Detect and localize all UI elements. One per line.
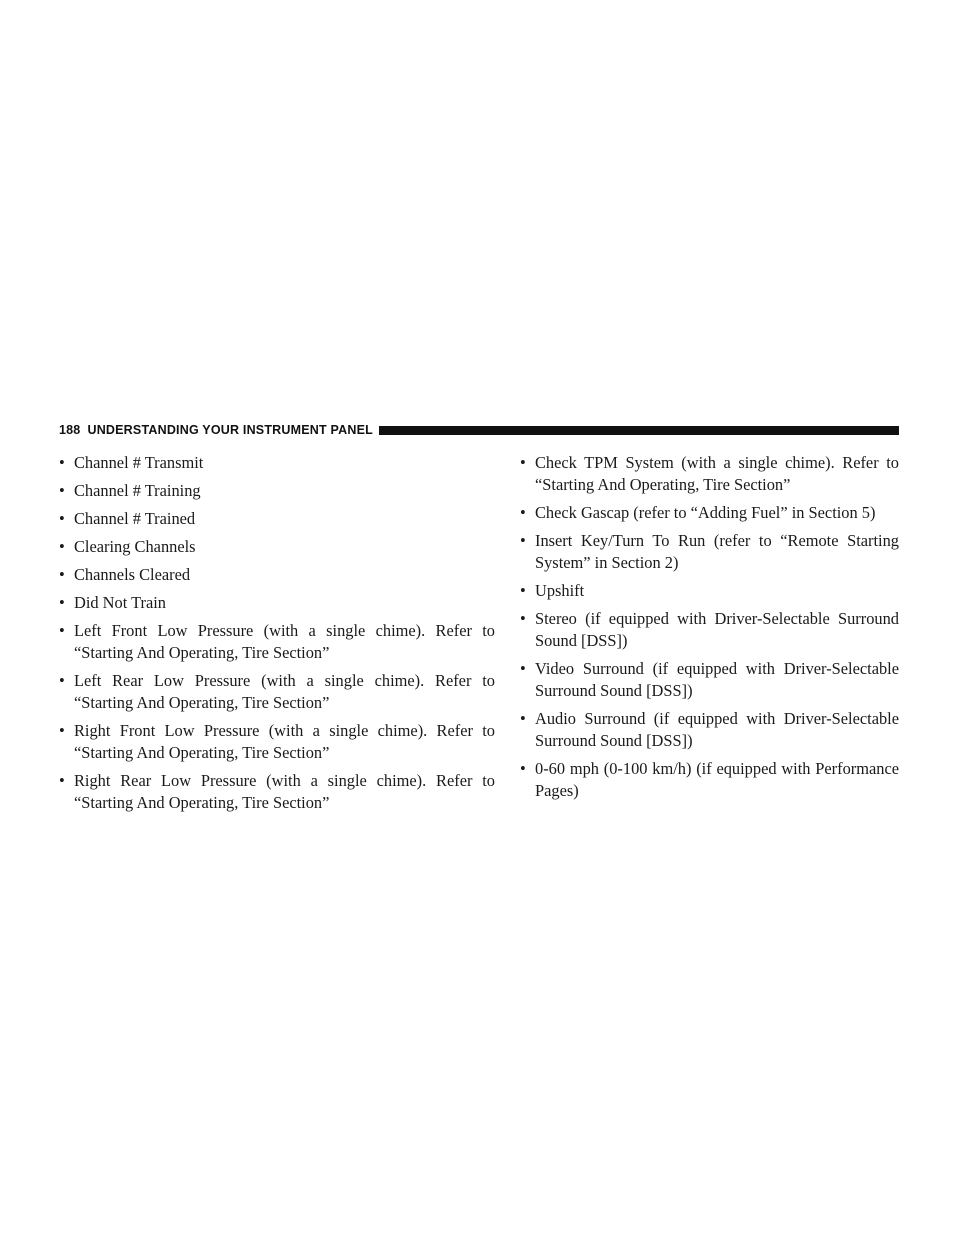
list-item-text: Audio Surround (if equipped with Driver-Selectable Surround Sound [DSS]) [535,709,899,750]
bullet-icon: • [59,509,65,528]
list-item [59,592,495,614]
list-item [520,580,899,602]
list-item [520,708,899,752]
list-item [520,502,899,524]
list-item [59,508,495,530]
list-item-text: Check TPM System (with a single chime). Refer to “Starting And Operating, Tire Section” [535,453,899,494]
list-item [59,770,495,814]
list-item-text: Video Surround (if equipped with Driver-Selectable Surround Sound [DSS]) [535,659,899,700]
bullet-icon: • [59,481,65,500]
bullet-icon: • [520,609,526,628]
list-item-text: Left Front Low Pressure (with a single chime). Refer to “Starting And Operating, Tire Section” [74,621,495,662]
bullet-icon: • [520,659,526,678]
bullet-icon: • [59,671,65,690]
section-title: UNDERSTANDING YOUR INSTRUMENT PANEL [87,423,373,437]
right-column-list [520,452,899,808]
header-rule [379,426,899,435]
list-item-text: Stereo (if equipped with Driver-Selectable Surround Sound [DSS]) [535,609,899,650]
left-column-list [59,452,495,820]
bullet-icon: • [59,453,65,472]
list-item-text: Right Front Low Pressure (with a single chime). Refer to “Starting And Operating, Tire Section” [74,721,495,762]
bullet-icon: • [520,503,526,522]
bullet-icon: • [520,759,526,778]
list-item-text: Upshift [535,581,585,600]
bullet-icon: • [520,581,526,600]
page-header [59,422,899,438]
list-item [59,564,495,586]
list-item-text: 0-60 mph (0-100 km/h) (if equipped with Performance Pages) [535,759,899,800]
list-item [59,452,495,474]
list-item [59,670,495,714]
list-item [59,536,495,558]
list-item [59,620,495,664]
bullet-icon: • [520,709,526,728]
list-item [520,608,899,652]
bullet-icon: • [59,621,65,640]
list-item-text: Did Not Train [74,593,166,612]
list-item-text: Channels Cleared [74,565,191,584]
bullet-icon: • [520,531,526,550]
page-number: 188 [59,423,81,437]
list-item-text: Left Rear Low Pressure (with a single chime). Refer to “Starting And Operating, Tire Section” [74,671,495,712]
list-item-text: Clearing Channels [74,537,196,556]
bullet-icon: • [520,453,526,472]
list-item-text: Right Rear Low Pressure (with a single chime). Refer to “Starting And Operating, Tire Section” [74,771,495,812]
list-item [59,480,495,502]
list-item [59,720,495,764]
list-item-text: Check Gascap (refer to “Adding Fuel” in Section 5) [535,503,876,522]
list-item-text: Insert Key/Turn To Run (refer to “Remote Starting System” in Section 2) [535,531,899,572]
list-item [520,452,899,496]
list-item-text: Channel # Trained [74,509,196,528]
bullet-icon: • [59,537,65,556]
bullet-icon: • [59,721,65,740]
bullet-icon: • [59,593,65,612]
list-item [520,758,899,802]
list-item-text: Channel # Training [74,481,201,500]
bullet-icon: • [59,771,65,790]
list-item [520,530,899,574]
list-item [520,658,899,702]
list-item-text: Channel # Transmit [74,453,204,472]
bullet-icon: • [59,565,65,584]
